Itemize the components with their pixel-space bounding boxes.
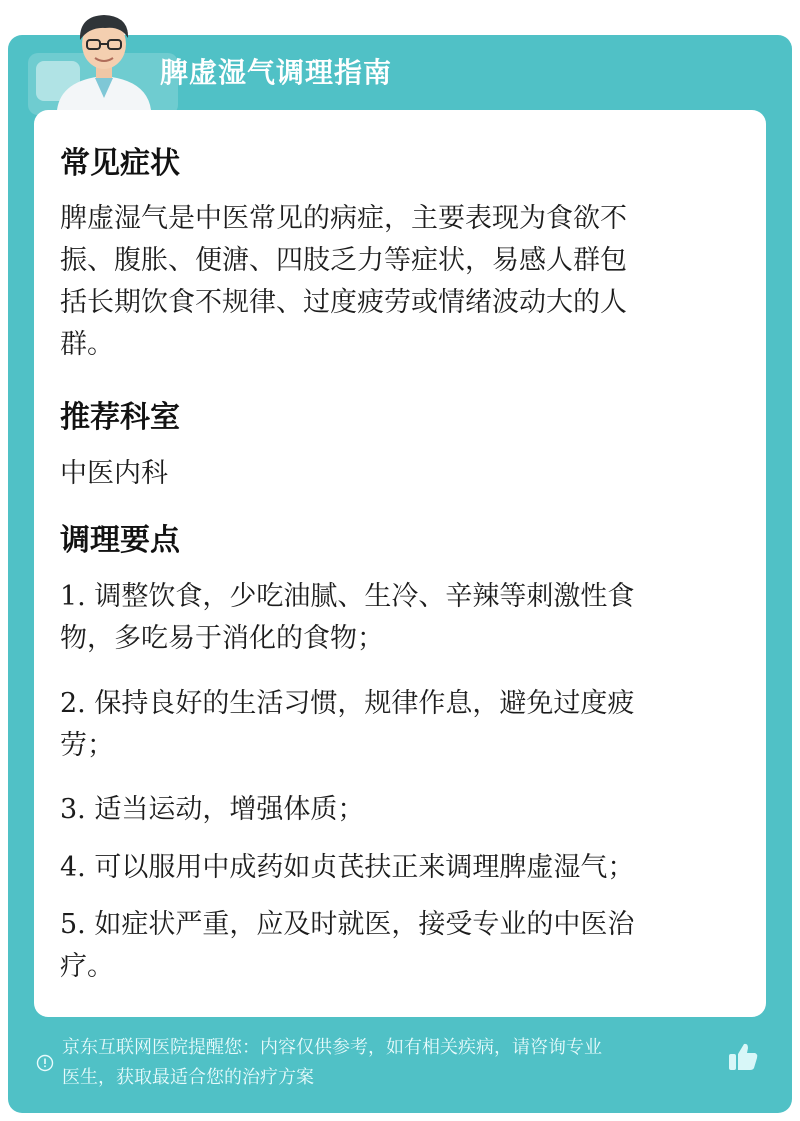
list-text: 劳； (60, 730, 114, 761)
page-title: 脾虚湿气调理指南 (160, 56, 393, 89)
list-number: 1. (60, 581, 86, 612)
list-number: 3. (60, 794, 86, 825)
department-text: 中医内科 (60, 458, 168, 489)
symptoms-line: 群。 (60, 329, 114, 360)
list-text: 疗。 (60, 951, 114, 982)
list-item (60, 847, 740, 889)
list-item (60, 683, 740, 767)
symptoms-text (60, 198, 740, 366)
guide-panel (8, 35, 792, 1113)
symptoms-line: 脾虚湿气是中医常见的病症，主要表现为食欲不 (60, 203, 627, 234)
list-number: 4. (60, 852, 86, 883)
list-text: 调整饮食，少吃油腻、生冷、辛辣等刺激性食 (94, 581, 635, 612)
content-card (34, 110, 766, 1017)
list-text: 保持良好的生活习惯，规律作息，避免过度疲 (94, 688, 635, 719)
footer-line: 京东互联网医院提醒您：内容仅供参考，如有相关疾病，请咨询专业 (62, 1037, 602, 1058)
section-title-symptoms: 常见症状 (60, 146, 180, 181)
list-text: 物，多吃易于消化的食物； (60, 623, 384, 654)
list-item (60, 576, 740, 660)
info-icon (36, 1054, 54, 1072)
thumbs-up-icon[interactable] (726, 1040, 760, 1074)
list-number: 5. (60, 909, 86, 940)
section-title-key-points: 调理要点 (60, 523, 180, 558)
list-text: 适当运动，增强体质； (94, 794, 365, 825)
list-text: 可以服用中成药如贞芪扶正来调理脾虚湿气； (94, 852, 635, 883)
section-title-department: 推荐科室 (60, 400, 180, 435)
list-item (60, 904, 740, 988)
footer-line: 医生，获取最适合您的治疗方案 (62, 1067, 314, 1088)
footer-disclaimer (62, 1033, 732, 1093)
symptoms-line: 括长期饮食不规律、过度疲劳或情绪波动大的人 (60, 287, 627, 318)
list-text: 如症状严重，应及时就医，接受专业的中医治 (94, 909, 635, 940)
list-item (60, 789, 740, 831)
symptoms-line: 振、腹胀、便溏、四肢乏力等症状，易感人群包 (60, 245, 627, 276)
doctor-avatar (44, 6, 164, 110)
list-number: 2. (60, 688, 86, 719)
